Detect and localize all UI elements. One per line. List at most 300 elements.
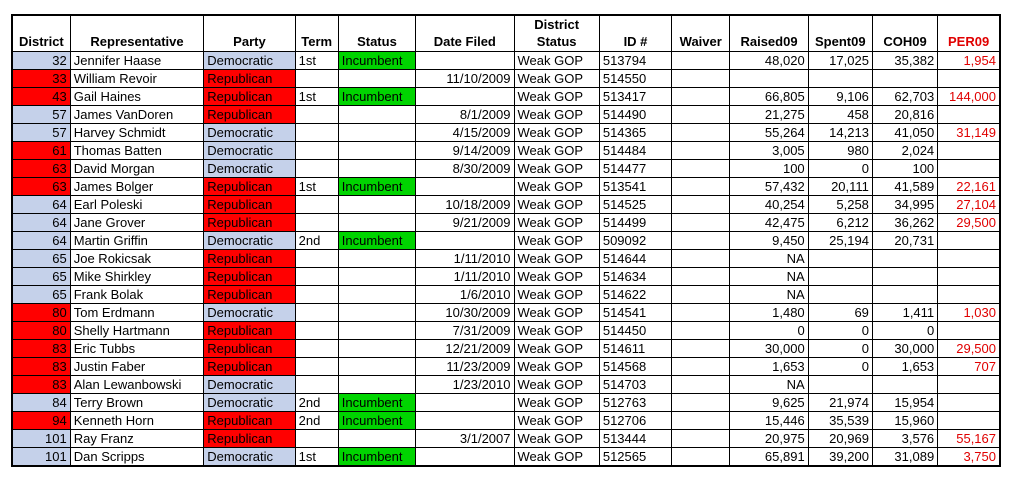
raised09-cell: 1,653 (730, 358, 808, 376)
district-cell: 83 (12, 340, 70, 358)
spent09-cell: 0 (808, 358, 872, 376)
coh09-cell: 20,731 (872, 232, 937, 250)
waiver-cell (672, 160, 730, 178)
waiver-cell (672, 394, 730, 412)
table-row (12, 232, 1000, 250)
status-cell (338, 250, 415, 268)
coh09-cell: 36,262 (872, 214, 937, 232)
coh09-cell: 15,960 (872, 412, 937, 430)
per09-cell: 1,954 (938, 52, 1000, 70)
waiver-cell (672, 322, 730, 340)
per09-cell (938, 412, 1000, 430)
spent09-cell: 14,213 (808, 124, 872, 142)
col-header-per09: PER09 (938, 15, 1000, 52)
district-cell: 83 (12, 358, 70, 376)
district-status-cell: Weak GOP (514, 106, 599, 124)
term-cell (295, 340, 338, 358)
waiver-cell (672, 142, 730, 160)
date-filed-cell (416, 52, 514, 70)
district-cell: 61 (12, 142, 70, 160)
representative-cell: Shelly Hartmann (70, 322, 204, 340)
district-cell: 101 (12, 430, 70, 448)
status-cell: Incumbent (338, 178, 415, 196)
representative-cell: James VanDoren (70, 106, 204, 124)
status-cell (338, 268, 415, 286)
raised09-cell: 55,264 (730, 124, 808, 142)
term-cell (295, 160, 338, 178)
per09-cell: 144,000 (938, 88, 1000, 106)
spent09-cell (808, 70, 872, 88)
raised09-cell: NA (730, 268, 808, 286)
id-cell: 514644 (599, 250, 671, 268)
status-cell (338, 322, 415, 340)
table-row (12, 70, 1000, 88)
col-header-district: District (12, 15, 70, 52)
district-cell: 64 (12, 232, 70, 250)
coh09-cell: 1,411 (872, 304, 937, 322)
raised09-cell: 66,805 (730, 88, 808, 106)
party-cell: Republican (204, 412, 295, 430)
table-row (12, 322, 1000, 340)
table-row (12, 394, 1000, 412)
raised09-cell: NA (730, 250, 808, 268)
party-cell: Democratic (204, 142, 295, 160)
coh09-cell: 3,576 (872, 430, 937, 448)
date-filed-cell (416, 88, 514, 106)
term-cell (295, 106, 338, 124)
table-row (12, 142, 1000, 160)
party-cell: Republican (204, 178, 295, 196)
per09-cell (938, 322, 1000, 340)
spent09-cell: 25,194 (808, 232, 872, 250)
party-cell: Democratic (204, 394, 295, 412)
district-cell: 33 (12, 70, 70, 88)
district-status-cell: Weak GOP (514, 178, 599, 196)
term-cell: 1st (295, 52, 338, 70)
spent09-cell (808, 250, 872, 268)
id-cell: 513541 (599, 178, 671, 196)
coh09-cell: 41,050 (872, 124, 937, 142)
district-status-cell: Weak GOP (514, 448, 599, 467)
coh09-cell (872, 70, 937, 88)
district-status-cell: Weak GOP (514, 322, 599, 340)
district-status-cell: Weak GOP (514, 52, 599, 70)
raised09-cell: 9,625 (730, 394, 808, 412)
party-cell: Republican (204, 106, 295, 124)
representative-cell: Kenneth Horn (70, 412, 204, 430)
party-cell: Republican (204, 322, 295, 340)
col-header-id: ID # (599, 15, 671, 52)
term-cell (295, 214, 338, 232)
id-cell: 514541 (599, 304, 671, 322)
id-cell: 514550 (599, 70, 671, 88)
term-cell: 1st (295, 88, 338, 106)
status-cell (338, 430, 415, 448)
party-cell: Democratic (204, 304, 295, 322)
district-cell: 63 (12, 160, 70, 178)
status-cell (338, 196, 415, 214)
status-cell: Incumbent (338, 232, 415, 250)
coh09-cell: 35,382 (872, 52, 937, 70)
id-cell: 513417 (599, 88, 671, 106)
waiver-cell (672, 430, 730, 448)
per09-cell (938, 70, 1000, 88)
id-cell: 514499 (599, 214, 671, 232)
id-cell: 514477 (599, 160, 671, 178)
table-row (12, 250, 1000, 268)
representative-cell: Eric Tubbs (70, 340, 204, 358)
representative-cell: Ray Franz (70, 430, 204, 448)
representative-cell: Harvey Schmidt (70, 124, 204, 142)
representative-cell: Tom Erdmann (70, 304, 204, 322)
per09-cell: 707 (938, 358, 1000, 376)
table-row (12, 286, 1000, 304)
district-status-cell: Weak GOP (514, 268, 599, 286)
per09-cell: 27,104 (938, 196, 1000, 214)
term-cell: 2nd (295, 232, 338, 250)
date-filed-cell: 11/10/2009 (416, 70, 514, 88)
col-header-spent09: Spent09 (808, 15, 872, 52)
party-cell: Republican (204, 214, 295, 232)
district-status-cell: Weak GOP (514, 160, 599, 178)
per09-cell: 31,149 (938, 124, 1000, 142)
waiver-cell (672, 124, 730, 142)
date-filed-cell: 3/1/2007 (416, 430, 514, 448)
col-header-district-status: District Status (514, 15, 599, 52)
waiver-cell (672, 106, 730, 124)
date-filed-cell (416, 232, 514, 250)
party-cell: Republican (204, 286, 295, 304)
status-cell: Incumbent (338, 412, 415, 430)
spent09-cell: 9,106 (808, 88, 872, 106)
district-status-cell: Weak GOP (514, 70, 599, 88)
date-filed-cell: 4/15/2009 (416, 124, 514, 142)
district-status-cell: Weak GOP (514, 340, 599, 358)
raised09-cell: 40,254 (730, 196, 808, 214)
date-filed-cell: 12/21/2009 (416, 340, 514, 358)
coh09-cell: 62,703 (872, 88, 937, 106)
per09-cell: 1,030 (938, 304, 1000, 322)
status-cell (338, 214, 415, 232)
raised09-cell: NA (730, 376, 808, 394)
district-status-cell: Weak GOP (514, 124, 599, 142)
table-row (12, 340, 1000, 358)
party-cell: Republican (204, 70, 295, 88)
district-status-cell: Weak GOP (514, 214, 599, 232)
spent09-cell: 458 (808, 106, 872, 124)
district-status-cell: Weak GOP (514, 286, 599, 304)
raised09-cell: 21,275 (730, 106, 808, 124)
spent09-cell (808, 286, 872, 304)
raised09-cell: 0 (730, 322, 808, 340)
date-filed-cell: 8/30/2009 (416, 160, 514, 178)
table-row (12, 214, 1000, 232)
per09-cell (938, 268, 1000, 286)
id-cell: 514703 (599, 376, 671, 394)
table-row (12, 160, 1000, 178)
table-row (12, 124, 1000, 142)
per09-cell (938, 394, 1000, 412)
id-cell: 514450 (599, 322, 671, 340)
spent09-cell: 20,969 (808, 430, 872, 448)
spent09-cell: 21,974 (808, 394, 872, 412)
district-status-cell: Weak GOP (514, 250, 599, 268)
spent09-cell: 69 (808, 304, 872, 322)
date-filed-cell: 9/21/2009 (416, 214, 514, 232)
spent09-cell: 0 (808, 160, 872, 178)
id-cell: 509092 (599, 232, 671, 250)
raised09-cell: NA (730, 286, 808, 304)
status-cell (338, 358, 415, 376)
id-cell: 514490 (599, 106, 671, 124)
per09-cell (938, 232, 1000, 250)
id-cell: 512706 (599, 412, 671, 430)
coh09-cell (872, 376, 937, 394)
date-filed-cell: 9/14/2009 (416, 142, 514, 160)
raised09-cell: 48,020 (730, 52, 808, 70)
party-cell: Republican (204, 430, 295, 448)
id-cell: 513444 (599, 430, 671, 448)
district-status-cell: Weak GOP (514, 430, 599, 448)
per09-cell: 22,161 (938, 178, 1000, 196)
id-cell: 514484 (599, 142, 671, 160)
table-row (12, 196, 1000, 214)
status-cell (338, 142, 415, 160)
status-cell (338, 304, 415, 322)
col-header-date-filed: Date Filed (416, 15, 514, 52)
representative-cell: James Bolger (70, 178, 204, 196)
id-cell: 514525 (599, 196, 671, 214)
district-cell: 94 (12, 412, 70, 430)
waiver-cell (672, 178, 730, 196)
date-filed-cell: 7/31/2009 (416, 322, 514, 340)
coh09-cell: 1,653 (872, 358, 937, 376)
representative-cell: Terry Brown (70, 394, 204, 412)
term-cell (295, 304, 338, 322)
party-cell: Democratic (204, 124, 295, 142)
district-cell: 64 (12, 214, 70, 232)
spent09-cell: 5,258 (808, 196, 872, 214)
per09-cell: 55,167 (938, 430, 1000, 448)
waiver-cell (672, 412, 730, 430)
term-cell (295, 250, 338, 268)
term-cell (295, 376, 338, 394)
term-cell (295, 322, 338, 340)
date-filed-cell: 1/6/2010 (416, 286, 514, 304)
per09-cell: 29,500 (938, 340, 1000, 358)
col-header-waiver: Waiver (672, 15, 730, 52)
district-status-cell: Weak GOP (514, 394, 599, 412)
spent09-cell (808, 376, 872, 394)
raised09-cell: 57,432 (730, 178, 808, 196)
coh09-cell: 0 (872, 322, 937, 340)
term-cell: 2nd (295, 394, 338, 412)
raised09-cell: 20,975 (730, 430, 808, 448)
waiver-cell (672, 52, 730, 70)
representative-cell: David Morgan (70, 160, 204, 178)
id-cell: 514568 (599, 358, 671, 376)
col-header-raised09: Raised09 (730, 15, 808, 52)
date-filed-cell: 10/18/2009 (416, 196, 514, 214)
date-filed-cell: 1/11/2010 (416, 268, 514, 286)
coh09-cell (872, 250, 937, 268)
per09-cell (938, 106, 1000, 124)
term-cell (295, 124, 338, 142)
district-cell: 63 (12, 178, 70, 196)
representative-cell: Justin Faber (70, 358, 204, 376)
district-status-cell: Weak GOP (514, 142, 599, 160)
spent09-cell: 35,539 (808, 412, 872, 430)
table-row (12, 412, 1000, 430)
id-cell: 514622 (599, 286, 671, 304)
district-status-cell: Weak GOP (514, 88, 599, 106)
waiver-cell (672, 214, 730, 232)
spent09-cell: 0 (808, 322, 872, 340)
header-row (12, 15, 1000, 52)
district-status-cell: Weak GOP (514, 376, 599, 394)
party-cell: Republican (204, 268, 295, 286)
representative-cell: Alan Lewanbowski (70, 376, 204, 394)
district-status-cell: Weak GOP (514, 196, 599, 214)
representative-cell: Dan Scripps (70, 448, 204, 467)
term-cell: 1st (295, 178, 338, 196)
district-status-cell: Weak GOP (514, 304, 599, 322)
spent09-cell: 20,111 (808, 178, 872, 196)
coh09-cell: 31,089 (872, 448, 937, 467)
per09-cell (938, 142, 1000, 160)
coh09-cell: 100 (872, 160, 937, 178)
raised09-cell: 9,450 (730, 232, 808, 250)
table-row (12, 358, 1000, 376)
col-header-term: Term (295, 15, 338, 52)
raised09-cell: 1,480 (730, 304, 808, 322)
district-cell: 65 (12, 268, 70, 286)
district-status-cell: Weak GOP (514, 358, 599, 376)
waiver-cell (672, 286, 730, 304)
representative-cell: Mike Shirkley (70, 268, 204, 286)
per09-cell (938, 376, 1000, 394)
per09-cell: 29,500 (938, 214, 1000, 232)
district-cell: 65 (12, 286, 70, 304)
date-filed-cell (416, 394, 514, 412)
district-cell: 83 (12, 376, 70, 394)
table-body (12, 52, 1000, 467)
table-row (12, 106, 1000, 124)
raised09-cell: 100 (730, 160, 808, 178)
coh09-cell (872, 268, 937, 286)
representative-cell: Gail Haines (70, 88, 204, 106)
per09-cell: 3,750 (938, 448, 1000, 467)
spent09-cell: 17,025 (808, 52, 872, 70)
status-cell (338, 340, 415, 358)
waiver-cell (672, 340, 730, 358)
id-cell: 513794 (599, 52, 671, 70)
date-filed-cell: 1/11/2010 (416, 250, 514, 268)
table-row (12, 376, 1000, 394)
representative-cell: William Revoir (70, 70, 204, 88)
representative-cell: Joe Rokicsak (70, 250, 204, 268)
waiver-cell (672, 88, 730, 106)
spent09-cell: 39,200 (808, 448, 872, 467)
coh09-cell: 41,589 (872, 178, 937, 196)
id-cell: 514365 (599, 124, 671, 142)
table-row (12, 52, 1000, 70)
district-cell: 80 (12, 304, 70, 322)
status-cell: Incumbent (338, 88, 415, 106)
term-cell (295, 286, 338, 304)
date-filed-cell (416, 448, 514, 467)
term-cell (295, 358, 338, 376)
district-cell: 32 (12, 52, 70, 70)
district-status-cell: Weak GOP (514, 232, 599, 250)
district-cell: 65 (12, 250, 70, 268)
representative-cell: Jennifer Haase (70, 52, 204, 70)
per09-cell (938, 160, 1000, 178)
raised09-cell: 42,475 (730, 214, 808, 232)
waiver-cell (672, 268, 730, 286)
id-cell: 514611 (599, 340, 671, 358)
per09-cell (938, 250, 1000, 268)
party-cell: Democratic (204, 448, 295, 467)
party-cell: Republican (204, 250, 295, 268)
spent09-cell: 0 (808, 340, 872, 358)
district-cell: 57 (12, 124, 70, 142)
party-cell: Democratic (204, 52, 295, 70)
status-cell: Incumbent (338, 448, 415, 467)
term-cell (295, 196, 338, 214)
spent09-cell (808, 268, 872, 286)
waiver-cell (672, 376, 730, 394)
per09-cell (938, 286, 1000, 304)
date-filed-cell (416, 178, 514, 196)
representative-cell: Earl Poleski (70, 196, 204, 214)
col-header-representative: Representative (70, 15, 204, 52)
coh09-cell: 30,000 (872, 340, 937, 358)
status-cell (338, 124, 415, 142)
status-cell (338, 160, 415, 178)
party-cell: Democratic (204, 160, 295, 178)
district-cell: 64 (12, 196, 70, 214)
spent09-cell: 980 (808, 142, 872, 160)
col-header-coh09: COH09 (872, 15, 937, 52)
district-status-cell: Weak GOP (514, 412, 599, 430)
id-cell: 512565 (599, 448, 671, 467)
party-cell: Republican (204, 358, 295, 376)
party-cell: Republican (204, 88, 295, 106)
raised09-cell: 65,891 (730, 448, 808, 467)
table-row (12, 448, 1000, 467)
district-cell: 43 (12, 88, 70, 106)
term-cell: 2nd (295, 412, 338, 430)
representative-cell: Frank Bolak (70, 286, 204, 304)
date-filed-cell: 10/30/2009 (416, 304, 514, 322)
raised09-cell: 3,005 (730, 142, 808, 160)
representative-cell: Thomas Batten (70, 142, 204, 160)
waiver-cell (672, 358, 730, 376)
district-cell: 84 (12, 394, 70, 412)
term-cell (295, 430, 338, 448)
term-cell (295, 142, 338, 160)
date-filed-cell: 8/1/2009 (416, 106, 514, 124)
id-cell: 512763 (599, 394, 671, 412)
term-cell: 1st (295, 448, 338, 467)
district-cell: 80 (12, 322, 70, 340)
coh09-cell: 15,954 (872, 394, 937, 412)
coh09-cell: 34,995 (872, 196, 937, 214)
representative-cell: Jane Grover (70, 214, 204, 232)
table-row (12, 268, 1000, 286)
status-cell (338, 106, 415, 124)
